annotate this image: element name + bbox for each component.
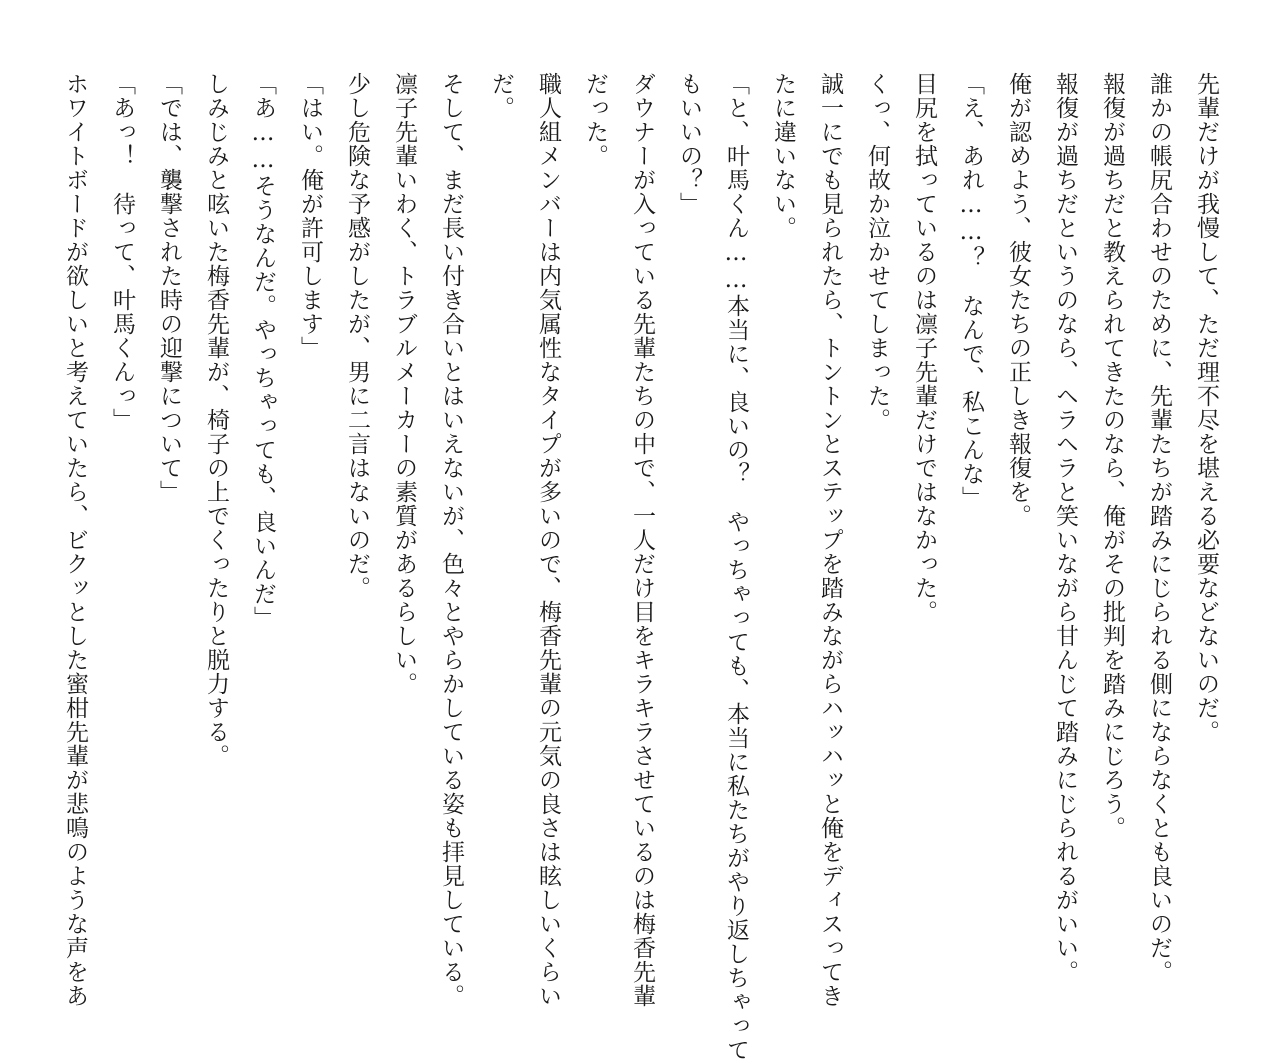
text-line: 少し危険な予感がしたが、男に二言はないのだ。 <box>344 72 370 600</box>
text-line: 「と、叶馬くん……本当に、良いの？ やっちゃっても、本当に私たちがやり返しちゃって <box>723 72 749 1062</box>
text-line: 誰かの帳尻合わせのために、先輩たちが踏みにじられる側にならなくとも良いのだ。 <box>1146 72 1172 984</box>
text-line: ホワイトボードが欲しいと考えていたら、ビクッとした蜜柑先輩が悲鳴のような声をあ <box>62 72 88 1008</box>
text-line: 報復が過ちだと教えられてきたのなら、俺がその批判を踏みにじろう。 <box>1099 72 1125 840</box>
text-line: そして、まだ長い付き合いとはいえないが、色々とやらかしている姿も拝見している。 <box>438 72 464 1008</box>
text-line: 報復が過ちだというのなら、ヘラヘラと笑いながら甘んじて踏みにじられるがいい。 <box>1052 72 1078 984</box>
text-line: 「では、襲撃された時の迎撃について」 <box>156 72 182 504</box>
text-line: だ。 <box>488 72 514 120</box>
text-line: 職人組メンバーは内気属性なタイプが多いので、梅香先輩の元気の良さは眩しいくらい <box>535 72 561 1008</box>
text-line: 「あっ！ 待って、叶馬くんっ」 <box>109 72 135 432</box>
text-line: たに違いない。 <box>770 72 796 240</box>
text-line: 「はい。俺が許可します」 <box>297 72 323 360</box>
text-line: 俺が認めよう、彼女たちの正しき報復を。 <box>1005 72 1031 528</box>
text-line: しみじみと呟いた梅香先輩が、椅子の上でくったりと脱力する。 <box>203 72 229 768</box>
text-line: ダウナーが入っている先輩たちの中で、一人だけ目をキラキラさせているのは梅香先輩 <box>629 72 655 1008</box>
text-line: 先輩だけが我慢して、ただ理不尽を堪える必要などないのだ。 <box>1193 72 1219 744</box>
text-line: 凛子先輩いわく、トラブルメーカーの素質があるらしい。 <box>391 72 417 696</box>
text-line: 「え、あれ……？ なんで、私こんな」 <box>958 72 984 510</box>
text-line: くっ、何故か泣かせてしまった。 <box>864 72 890 432</box>
text-line: 誠一にでも見られたら、トントンとステップを踏みながらハッハッと俺をディスってき <box>817 72 843 1008</box>
text-line: 「あ……そうなんだ。やっちゃっても、良いんだ」 <box>250 72 276 630</box>
text-line: もいいの？」 <box>676 72 702 216</box>
text-line: 目尻を拭っているのは凛子先輩だけではなかった。 <box>911 72 937 624</box>
text-line: だった。 <box>582 72 608 168</box>
